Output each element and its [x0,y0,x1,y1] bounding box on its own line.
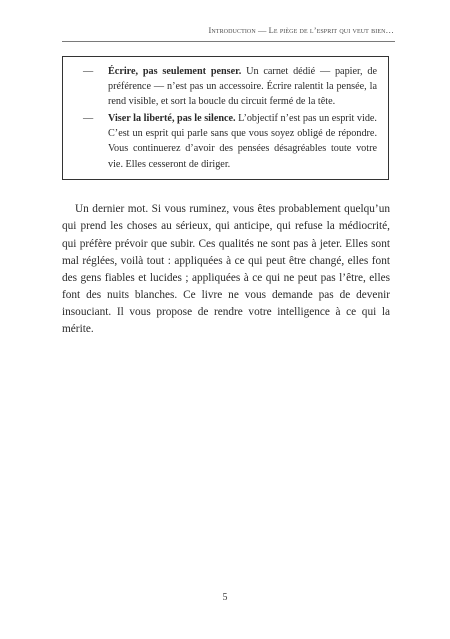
running-header-title: Introduction — Le piège de l’esprit qui veut bien… [208,26,394,35]
advice-item-title: Viser la liberté, pas le silence. [108,113,236,124]
body-paragraph: Un dernier mot. Si vous ruminez, vous êtes probablement quelqu’un qui prend les choses au sérieux, qui anticipe, qui refuse la médiocrité, qui préfère prévoir que subir. Ces qualités ne sont pas à jeter. Elles sont mal réglées, voilà tout : appliquées à ce qui peut être changé, elles font des gens fiables et lucides ; appliquées à ce qui ne peut pas l’être, elles font des nuits blanches. Ce livre ne vous demande pas de devenir insouciant. Il vous propose de rendre votre intelligence à ce qui la mérite. [62,203,390,336]
page-number: 5 [222,592,228,603]
advice-item-text [108,64,377,110]
advice-item-title: Écrire, pas seulement penser. [108,66,242,77]
advice-item-body: L’objectif n’est pas un esprit vide. C’est un esprit qui parle sans que vous soyez obligé de répondre. Vous continuerez d’avoir des pensées désagréables toute votre vie. Elles cesseront de diriger. [108,113,377,170]
advice-item-body: Un carnet dédié — papier, de préférence — n’est pas un accessoire. Écrire ralentit la pensée, la rend visible, et sort la boucle du circuit fermé de la tête. [108,66,377,108]
running-header [208,26,394,35]
header-rule [62,41,395,42]
em-dash-bullet: — [83,113,94,124]
advice-box [62,56,389,180]
em-dash-bullet: — [83,66,94,77]
advice-item-text [108,111,377,172]
